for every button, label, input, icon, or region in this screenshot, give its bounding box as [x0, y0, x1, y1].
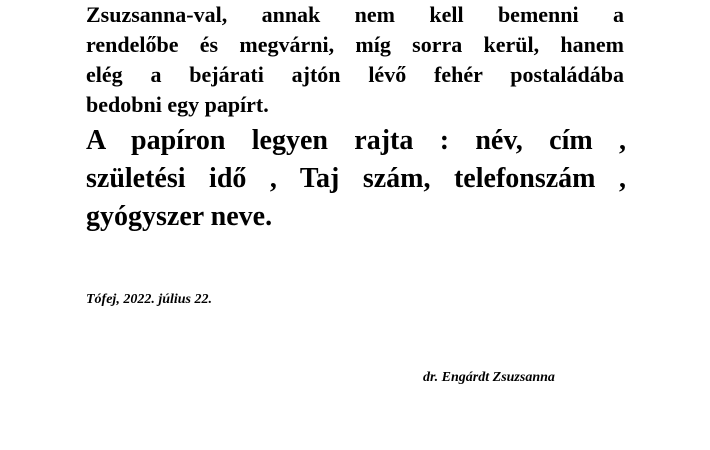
body-line: Zsuzsanna-val, annak nem kell bemenni a [86, 2, 624, 27]
instruction-line: születési idő , Taj szám, telefonszám , [86, 163, 626, 194]
instruction-paragraph [86, 122, 626, 236]
body-paragraph [86, 0, 624, 120]
signature-name: dr. Engárdt Zsuzsanna [423, 370, 555, 385]
instruction-line: gyógyszer neve. [86, 201, 273, 232]
instruction-line: A papíron legyen rajta : név, cím , [86, 125, 626, 156]
place-and-date: Tófej, 2022. július 22. [86, 292, 213, 307]
body-line: rendelőbe és megvárni, míg sorra kerül, hanem [86, 32, 624, 57]
body-line: elég a bejárati ajtón lévő fehér postaládába [86, 62, 624, 87]
body-line: bedobni egy papírt. [86, 92, 269, 117]
